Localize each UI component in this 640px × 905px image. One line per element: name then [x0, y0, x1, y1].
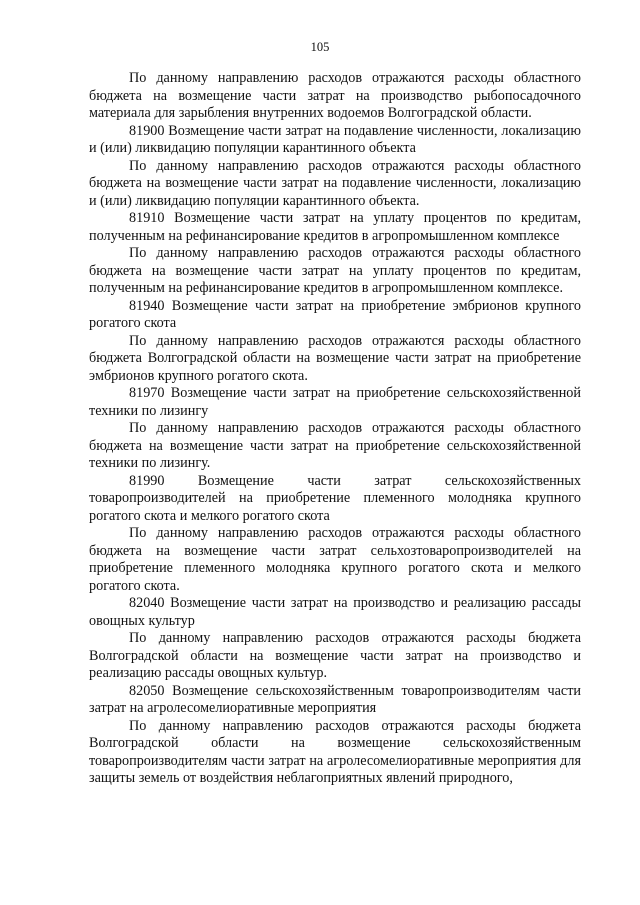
section-heading: 82050 Возмещение сельскохозяйственным товаропроизводителям части затрат на агролесомелиоративные мероприятия [89, 682, 581, 716]
section-heading: 81900 Возмещение части затрат на подавление численности, локализацию и (или) ликвидацию популяции карантинного объекта [89, 122, 581, 156]
paragraph: По данному направлению расходов отражаются расходы бюджета Волгоградской области на возмещение сельскохозяйственным товаропроизводителям части затрат на агролесомелиоративные мероприятия для защиты земель от воздействия неблагоприятных явлений природного, [89, 717, 581, 786]
paragraph: По данному направлению расходов отражаются расходы областного бюджета на возмещение части затрат на уплату процентов по кредитам, полученным на рефинансирование кредитов в агропромышленном комплексе. [89, 245, 581, 296]
section-heading: 81990 Возмещение части затрат сельскохозяйственных товаропроизводителей на приобретение племенного молодняка крупного рогатого скота и мелкого рогатого скота [89, 472, 581, 524]
section-heading: 82040 Возмещение части затрат на производство и реализацию рассады овощных культур [89, 595, 581, 629]
section-heading: 81970 Возмещение части затрат на приобретение сельскохозяйственной техники по лизингу [89, 385, 581, 419]
section-heading: 81940 Возмещение части затрат на приобретение эмбрионов крупного рогатого скота [89, 297, 581, 331]
paragraph: По данному направлению расходов отражаются расходы областного бюджета на возмещение части затрат на подавление численности, локализацию и (или) ликвидацию популяции карантинного объекта. [89, 157, 581, 209]
paragraph: По данному направлению расходов отражаются расходы областного бюджета на возмещение части затрат на приобретение сельскохозяйственной техники по лизингу. [89, 420, 581, 471]
section-heading: 81910 Возмещение части затрат на уплату процентов по кредитам, полученным на рефинансирование кредитов в агропромышленном комплексе [89, 210, 581, 244]
paragraph: По данному направлению расходов отражаются расходы бюджета Волгоградской области на возмещение части затрат на производство и реализацию рассады овощных культур. [89, 630, 581, 681]
paragraph: По данному направлению расходов отражаются расходы областного бюджета Волгоградской области на возмещение части затрат на приобретение эмбрионов крупного рогатого скота. [89, 332, 581, 384]
page-number: 105 [310, 40, 330, 54]
paragraph: По данному направлению расходов отражаются расходы областного бюджета на возмещение части затрат на производство рыбопосадочного материала для зарыбления внутренних водоемов Волгоградской области. [89, 70, 581, 121]
body-text [89, 70, 581, 788]
paragraph: По данному направлению расходов отражаются расходы областного бюджета на возмещение части затрат сельхозтоваропроизводителей на приобретение племенного молодняка крупного рогатого скота и мелкого рогатого скота. [89, 525, 581, 594]
